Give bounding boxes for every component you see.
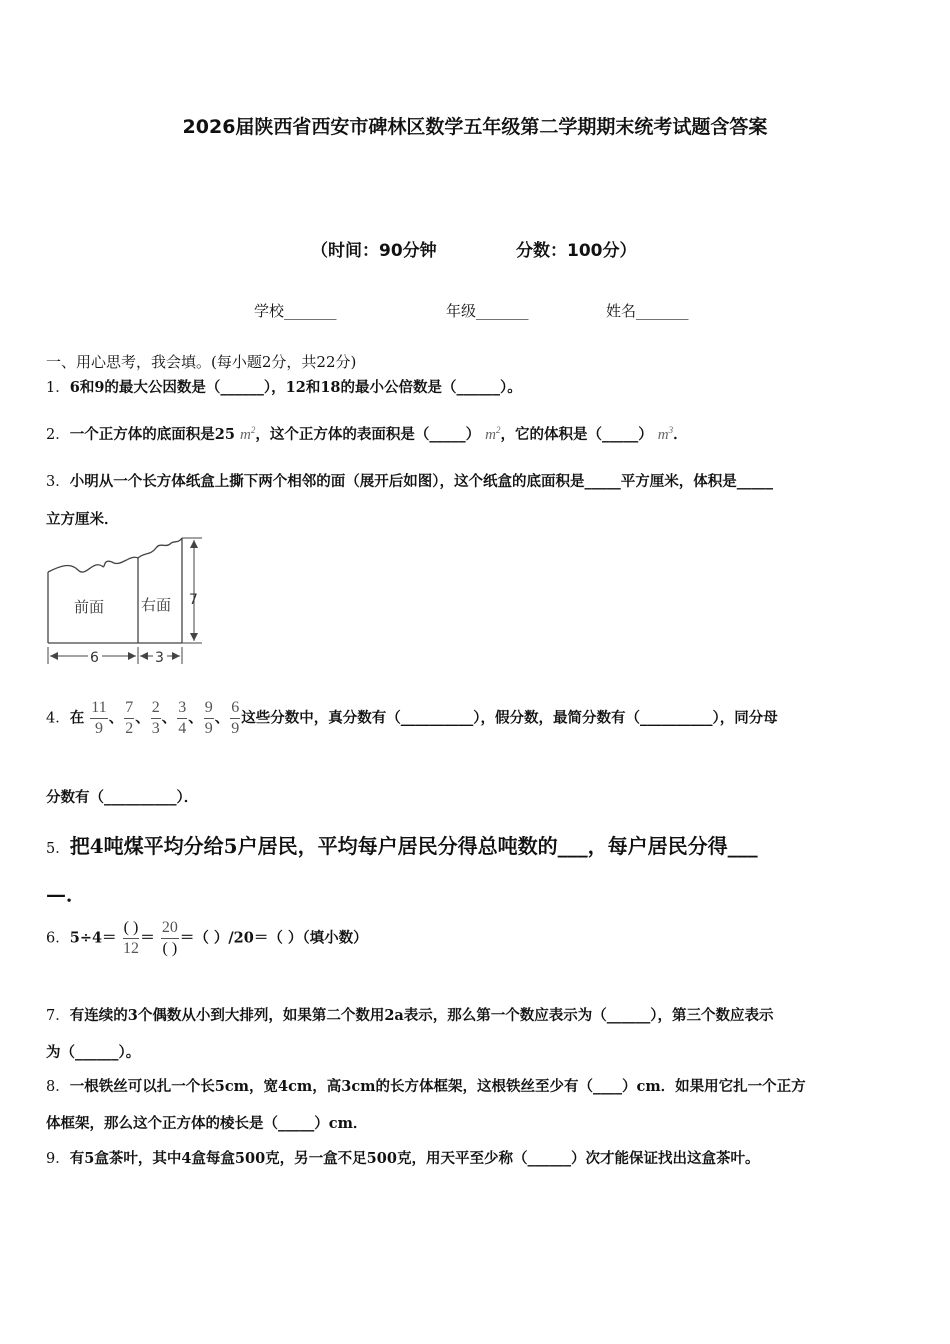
question-number: 6． bbox=[46, 930, 70, 947]
question-text: 小明从一个长方体纸盒上撕下两个相邻的面（展开后如图），这个纸盒的底面积是_____平方厘米，体积是_____ bbox=[69, 473, 773, 490]
question-text: 有连续的3个偶数从小到大排列，如果第二个数用2a表示，那么第一个数应表示为（______），第三个数应表示 bbox=[69, 1007, 774, 1024]
front-face-label: 前面 bbox=[74, 598, 105, 616]
question-3 bbox=[46, 470, 773, 491]
question-text: 6和9的最大公因数是（______），12和18的最小公倍数是（______）。 bbox=[69, 379, 522, 396]
question-8-cont: 体框架，那么这个正方体的棱长是（_____）cm． bbox=[46, 1115, 368, 1132]
question-number: 5． bbox=[46, 841, 70, 857]
question-2 bbox=[46, 423, 688, 444]
question-3-cont: 立方厘米． bbox=[46, 511, 119, 528]
question-text: ＝（ ）/20＝（ ）（填小数） bbox=[179, 929, 368, 947]
question-text: 一根铁丝可以扎一个长5cm，宽4cm，高3cm的长方体框架，这根铁丝至少有（____）cm．如果用它扎一个正方 bbox=[69, 1078, 806, 1095]
question-text: 在 bbox=[69, 709, 85, 727]
question-5 bbox=[46, 830, 758, 859]
fraction: $\frac{9}{9}$ bbox=[204, 699, 213, 737]
question-number: 9． bbox=[46, 1151, 70, 1167]
question-4-cont: 分数有（__________）． bbox=[46, 789, 199, 806]
question-text: ，它的体积是（_____） bbox=[500, 426, 653, 443]
school-field: 学校_______ bbox=[254, 302, 337, 320]
exam-time: （时间：90分钟 bbox=[311, 241, 437, 261]
grade-field: 年级_______ bbox=[446, 302, 529, 320]
right-face-label: 右面 bbox=[141, 596, 172, 614]
fraction: $\frac{6}{9}$ bbox=[231, 699, 240, 737]
question-number: 7． bbox=[46, 1008, 70, 1024]
question-text: ． bbox=[673, 426, 688, 443]
fraction: $\frac{7}{2}$ bbox=[125, 699, 134, 737]
question-4: 4．在 $\frac{11}{9}$ 、 $\frac{7}{2}$ 、 $\frac{2}{3}$ 、 $\frac{3}{4}$ 、 $\frac{9}{9}$ 、 $\frac{6}{9}$ 这些分数中，真分数有（__________），假分数，最简分数有（__________），同分母 bbox=[46, 699, 778, 737]
unit-m2: $m^2$ bbox=[239, 425, 256, 443]
question-9 bbox=[46, 1147, 759, 1168]
width-label-right: 3 bbox=[155, 650, 164, 666]
question-number: 2． bbox=[46, 427, 70, 443]
question-text: 5÷4＝ bbox=[69, 929, 117, 947]
question-5-cont: —． bbox=[46, 882, 86, 906]
fraction: $\frac{11}{9}$ bbox=[91, 699, 107, 737]
fraction-blank: $\frac{( )}{12}$ bbox=[122, 919, 139, 957]
question-number: 8． bbox=[46, 1079, 70, 1095]
exam-score: 分数：100分） bbox=[516, 241, 637, 261]
question-text: 把4吨煤平均分给5户居民，平均每户居民分得总吨数的___，每户居民分得___ bbox=[69, 834, 758, 858]
question-text: ，这个正方体的表面积是（_____） bbox=[255, 426, 481, 443]
height-label: 7 bbox=[189, 592, 198, 608]
fraction: $\frac{2}{3}$ bbox=[151, 699, 160, 737]
question-1 bbox=[46, 376, 522, 397]
name-field: 姓名_______ bbox=[606, 302, 689, 320]
question-7-cont: 为（______）。 bbox=[46, 1044, 141, 1061]
question-text: 一个正方体的底面积是25 bbox=[69, 426, 235, 443]
question-7 bbox=[46, 1004, 774, 1025]
fraction-blank: $\frac{20}{( )}$ bbox=[161, 919, 178, 957]
unit-m3: $m^3$ bbox=[657, 425, 674, 443]
page-title: 2026届陕西省西安市碑林区数学五年级第二学期期末统考试题含答案 bbox=[182, 116, 768, 138]
unit-m2: $m^2$ bbox=[485, 425, 501, 443]
fraction: $\frac{3}{4}$ bbox=[178, 699, 187, 737]
question-number: 3． bbox=[46, 474, 70, 490]
question-number: 1． bbox=[46, 380, 70, 396]
question-6: 6．5÷4＝ $\frac{( )}{12}$ ＝ $\frac{20}{( )}$ ＝（ ）/20＝（ ）（填小数） bbox=[46, 919, 368, 957]
box-net-figure bbox=[40, 530, 215, 670]
section-heading: 一、用心思考，我会填。(每小题2分，共22分) bbox=[46, 353, 357, 371]
question-8 bbox=[46, 1075, 806, 1096]
question-text: 有5盒茶叶，其中4盒每盒500克，另一盒不足500克，用天平至少称（______）次才能保证找出这盒茶叶。 bbox=[69, 1150, 760, 1167]
question-number: 4． bbox=[46, 710, 70, 727]
question-text: 这些分数中，真分数有（__________），假分数，最简分数有（__________），同分母 bbox=[241, 709, 778, 727]
width-label-front: 6 bbox=[90, 650, 99, 666]
